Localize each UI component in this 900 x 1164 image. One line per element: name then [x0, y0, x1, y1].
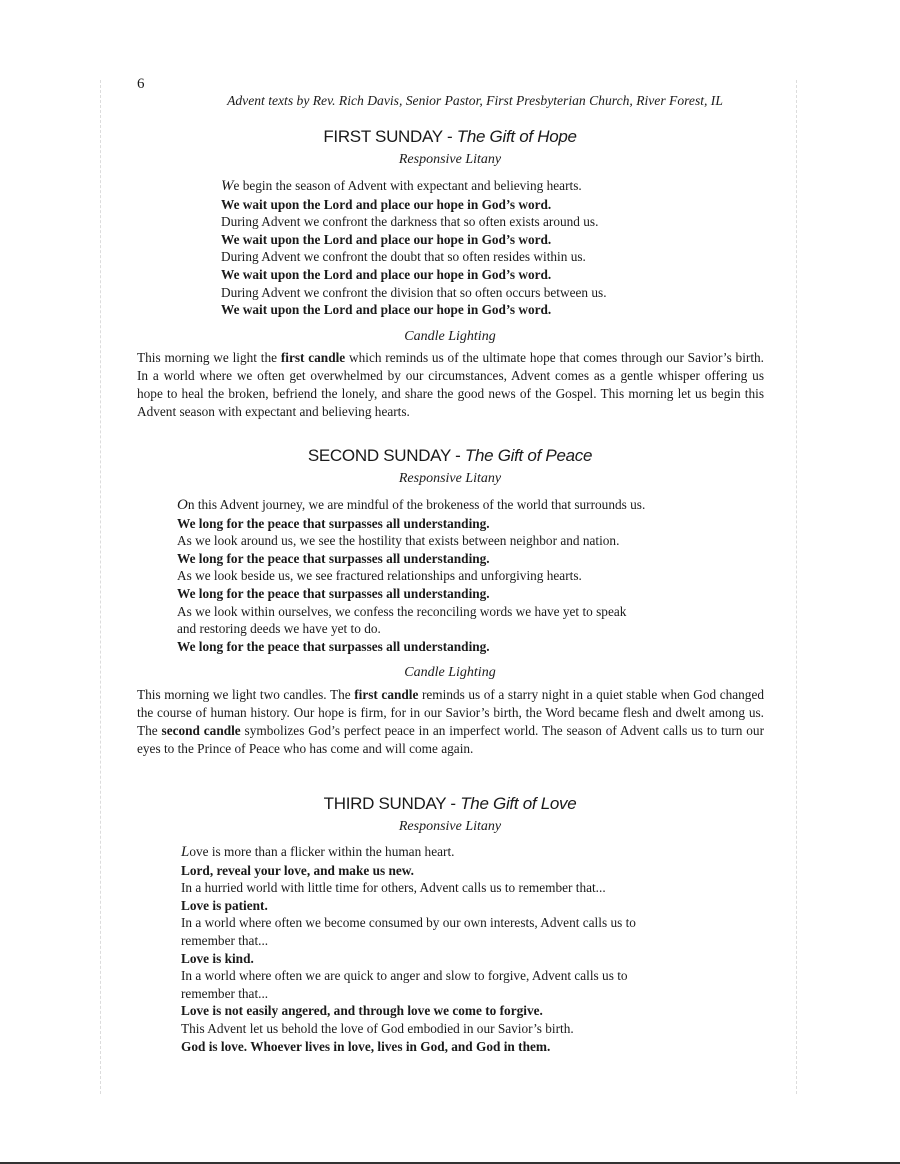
litany-line: During Advent we confront the darkness that so often exists around us. [221, 214, 599, 230]
candle-text: symbolizes God’s perfect peace in an imperfect world. The season of Advent calls us to turn our eyes to the Prince of Peace who has come and will come again. [137, 723, 764, 756]
section-subtitle: The Gift of Peace [464, 446, 593, 465]
litany-response: We wait upon the Lord and place our hope in God’s word. [221, 196, 552, 212]
candle-name: second candle [161, 723, 241, 738]
litany-response: We wait upon the Lord and place our hope in God’s word. [221, 231, 552, 247]
section-title-separator: - [450, 446, 465, 465]
candle-name: first candle [354, 687, 419, 702]
candle-text-first-sunday [137, 349, 764, 421]
page-edge-left [100, 80, 101, 1094]
litany-line: In a hurried world with little time for others, Advent calls us to remember that... [181, 880, 606, 896]
litany-line: In a world where often we become consumed by our own interests, Advent calls us to [181, 915, 636, 931]
candle-text-second-sunday [137, 686, 764, 758]
litany-response: God is love. Whoever lives in love, lives in God, and God in them. [181, 1038, 551, 1054]
litany-heading-third-sunday: Responsive Litany [398, 819, 502, 834]
litany-heading-first-sunday: Responsive Litany [398, 152, 502, 167]
litany-response: We wait upon the Lord and place our hope in God’s word. [221, 302, 552, 318]
candle-text: which reminds us of the ultimate hope that comes through our Savior’s birth. In a world where we often get overwhelmed by our circumstances, Advent comes as a gentle whisper offering us hope to heal the broken, befriend the lonely, and share the good news of the Gospel. This morning let us begin this Advent season with expectant and believing hearts. [137, 350, 764, 419]
candle-text: reminds us of a starry night in a quiet stable when God changed the course of human history. Our hope is firm, for in our Savior’s birth, the Word became flesh and dwelt among us. The [137, 687, 765, 738]
candle-heading-second-sunday: Candle Lighting [404, 665, 496, 680]
litany-line: As we look beside us, we see fractured relationships and unforgiving hearts. [177, 568, 582, 584]
litany-line: remember that... [181, 985, 269, 1001]
litany-second-sunday [177, 496, 645, 655]
litany-heading-second-sunday: Responsive Litany [398, 471, 502, 486]
litany-line: On this Advent journey, we are mindful of the brokeness of the world that surrounds us. [177, 497, 646, 513]
litany-line: In a world where often we are quick to anger and slow to forgive, Advent calls us to [181, 968, 628, 984]
section-subtitle: The Gift of Hope [456, 127, 577, 146]
litany-line: As we look around us, we see the hostility that exists between neighbor and nation. [177, 533, 620, 549]
candle-heading-first-sunday: Candle Lighting [404, 329, 496, 344]
litany-line: We begin the season of Advent with expectant and believing hearts. [221, 178, 582, 194]
litany-response: We long for the peace that surpasses all understanding. [177, 638, 490, 654]
section-title-third-sunday [0, 794, 900, 814]
litany-response: We wait upon the Lord and place our hope in God’s word. [221, 266, 552, 282]
litany-response: We long for the peace that surpasses all understanding. [177, 515, 490, 531]
attribution: Advent texts by Rev. Rich Davis, Senior Pastor, First Presbyterian Church, River Forest, IL [227, 93, 723, 108]
litany-response: Lord, reveal your love, and make us new. [181, 862, 414, 878]
litany-line: During Advent we confront the division that so often occurs between us. [221, 284, 607, 300]
litany-line: Love is more than a flicker within the human heart. [181, 844, 455, 860]
litany-line: This Advent let us behold the love of God embodied in our Savior’s birth. [181, 1020, 574, 1036]
litany-first-sunday [221, 177, 607, 319]
litany-response: We long for the peace that surpasses all understanding. [177, 550, 490, 566]
litany-line: remember that... [181, 932, 269, 948]
page-edge-right [796, 80, 797, 1094]
page-number: 6 [137, 76, 145, 92]
candle-name: first candle [280, 350, 346, 365]
section-title-text: FIRST SUNDAY [323, 127, 443, 146]
section-title-text: THIRD SUNDAY [323, 794, 446, 813]
section-title-first-sunday [0, 127, 900, 147]
litany-response: Love is not easily angered, and through love we come to forgive. [181, 1003, 543, 1019]
litany-line: and restoring deeds we have yet to do. [177, 621, 381, 637]
litany-third-sunday [181, 843, 636, 1055]
section-title-text: SECOND SUNDAY [307, 446, 451, 465]
section-title-separator: - [445, 794, 461, 813]
litany-response: Love is kind. [181, 950, 254, 966]
section-subtitle: The Gift of Love [460, 794, 577, 813]
litany-response: Love is patient. [181, 897, 268, 913]
litany-response: We long for the peace that surpasses all understanding. [177, 585, 490, 601]
litany-line: During Advent we confront the doubt that so often resides within us. [221, 249, 586, 265]
litany-line: As we look within ourselves, we confess the reconciling words we have yet to speak [177, 603, 627, 619]
section-title-separator: - [442, 127, 457, 146]
candle-text: This morning we light two candles. The [137, 687, 355, 702]
section-title-second-sunday [0, 446, 900, 466]
candle-text: This morning we light the [137, 350, 281, 365]
